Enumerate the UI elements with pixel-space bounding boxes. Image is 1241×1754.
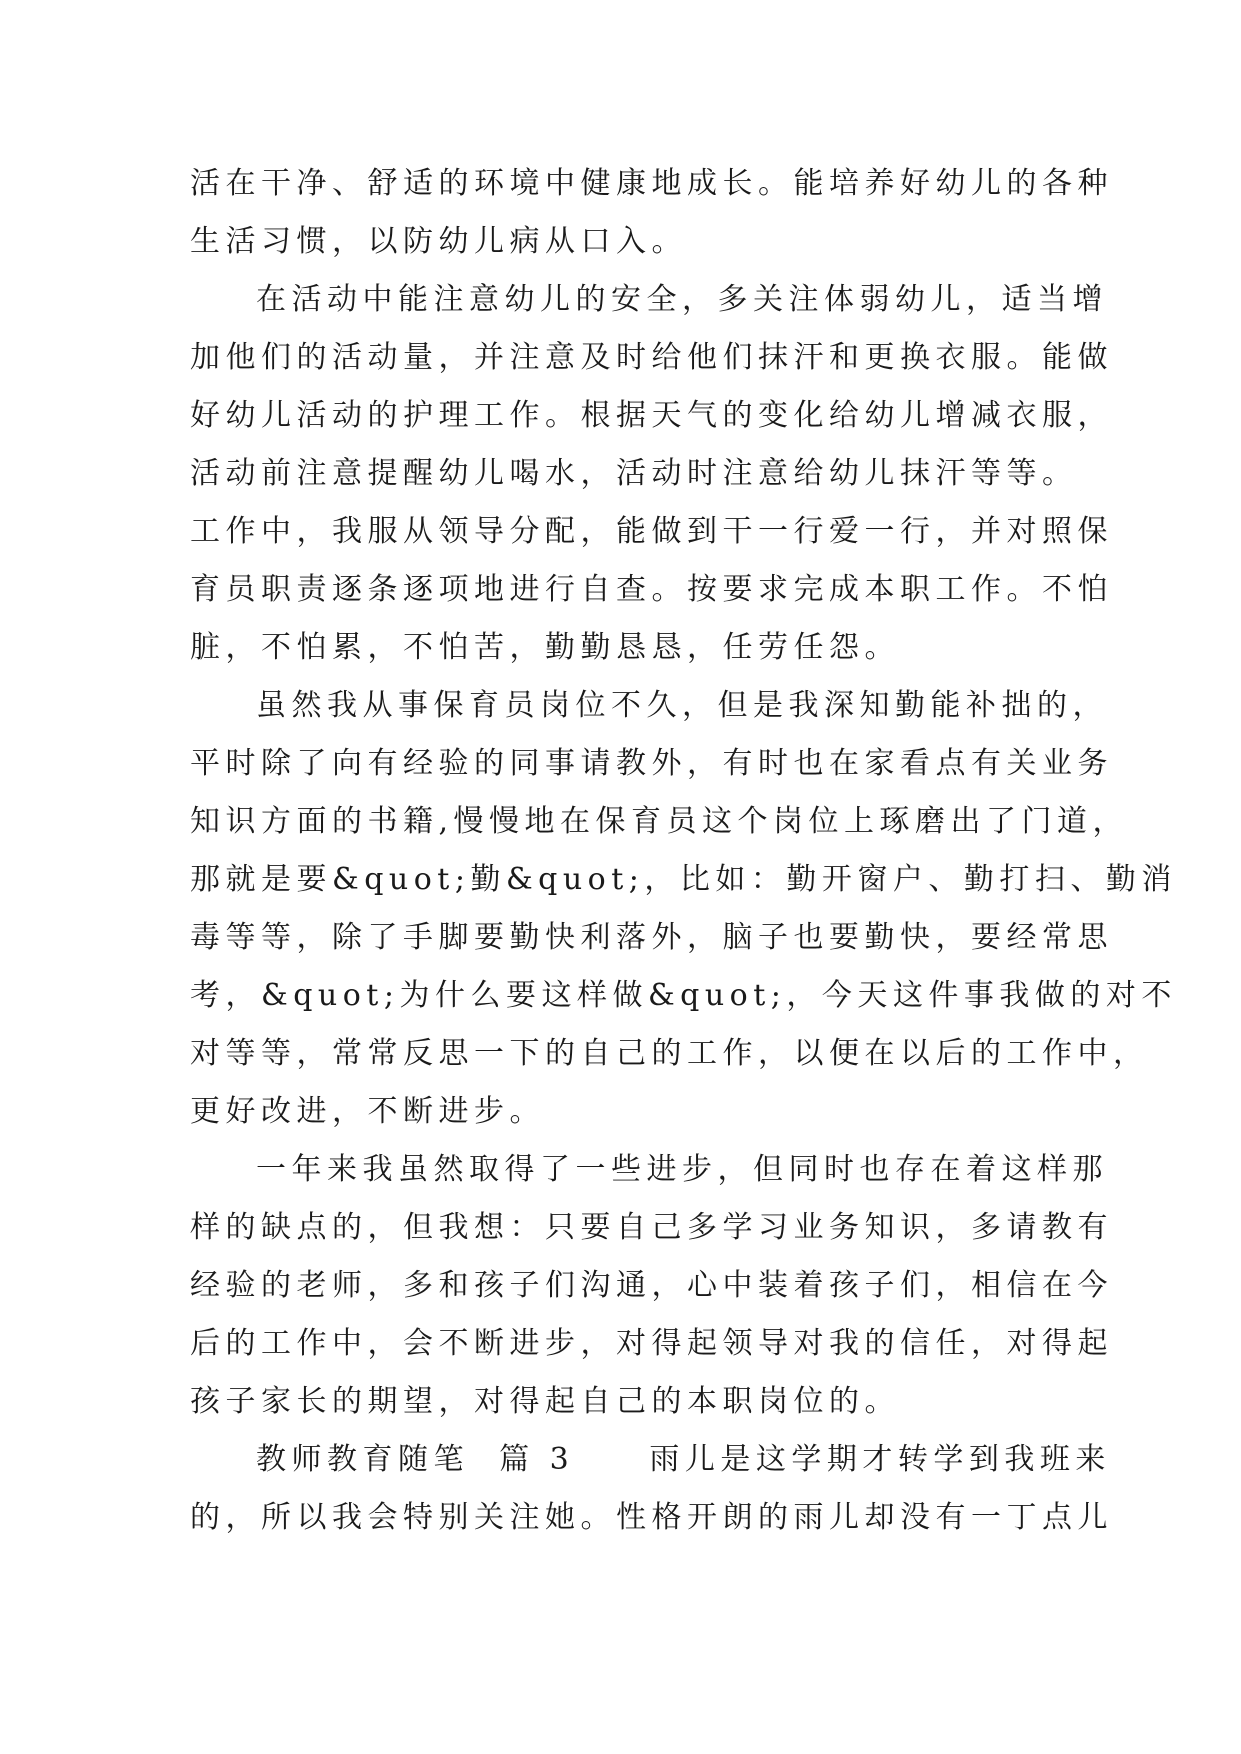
text-line: 考，&quot;为什么要这样做&quot;，今天这件事我做的对不: [190, 978, 1177, 1013]
text-line: 活动前注意提醒幼儿喝水，活动时注意给幼儿抹汗等等。: [190, 456, 1078, 491]
text-line: 毒等等，除了手脚要勤快利落外，脑子也要勤快，要经常思: [190, 920, 1113, 955]
text-line: 样的缺点的，但我想：只要自己多学习业务知识，多请教有: [190, 1210, 1113, 1245]
text-line: 的，所以我会特别关注她。性格开朗的雨儿却没有一丁点儿: [190, 1500, 1113, 1535]
paragraph-start-line: 教师教育随笔 篇 3 雨儿是这学期才转学到我班来: [256, 1442, 1111, 1477]
text-line: 孩子家长的期望，对得起自己的本职岗位的。: [190, 1384, 900, 1419]
text-line: 平时除了向有经验的同事请教外，有时也在家看点有关业务: [190, 746, 1113, 781]
text-line: 生活习惯，以防幼儿病从口入。: [190, 224, 687, 259]
text-line: 经验的老师，多和孩子们沟通，心中装着孩子们，相信在今: [190, 1268, 1113, 1303]
text-line: 脏，不怕累，不怕苦，勤勤恳恳，任劳任怨。: [190, 630, 900, 665]
paragraph-start-line: 在活动中能注意幼儿的安全，多关注体弱幼儿，适当增: [256, 282, 1108, 317]
document-body: [190, 155, 1177, 1547]
text-line: 那就是要&quot;勤&quot;，比如：勤开窗户、勤打扫、勤消: [190, 862, 1177, 897]
text-line: 对等等，常常反思一下的自己的工作，以便在以后的工作中，: [190, 1036, 1149, 1071]
paragraph-start-line: 一年来我虽然取得了一些进步，但同时也存在着这样那: [256, 1152, 1108, 1187]
paragraph-start-line: 虽然我从事保育员岗位不久，但是我深知勤能补拙的，: [256, 688, 1108, 723]
text-line: 工作中，我服从领导分配，能做到干一行爱一行，并对照保: [190, 514, 1113, 549]
text-line: 后的工作中，会不断进步，对得起领导对我的信任，对得起: [190, 1326, 1113, 1361]
text-line: 更好改进，不断进步。: [190, 1094, 545, 1129]
text-line: 加他们的活动量，并注意及时给他们抹汗和更换衣服。能做: [190, 340, 1113, 375]
text-line: 知识方面的书籍,慢慢地在保育员这个岗位上琢磨出了门道，: [190, 804, 1129, 839]
text-line: 好幼儿活动的护理工作。根据天气的变化给幼儿增减衣服，: [190, 398, 1113, 433]
text-line: 育员职责逐条逐项地进行自查。按要求完成本职工作。不怕: [190, 572, 1113, 607]
text-line: 活在干净、舒适的环境中健康地成长。能培养好幼儿的各种: [190, 166, 1113, 201]
